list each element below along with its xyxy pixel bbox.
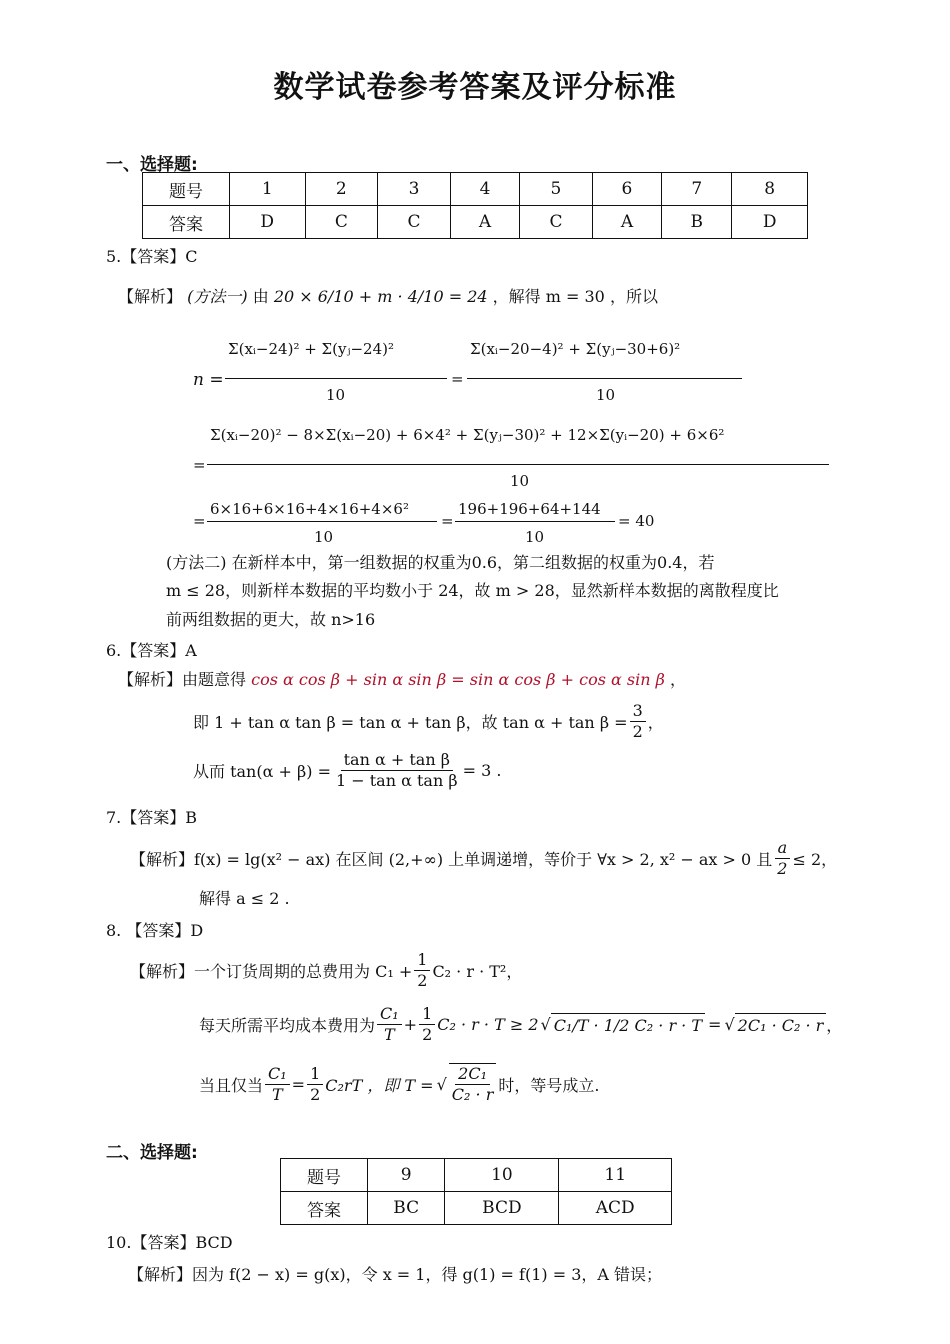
table-row: [143, 206, 808, 239]
sqrt-content: 2C₁ · C₂ · r: [735, 1013, 827, 1035]
numerator: 2C₁: [455, 1064, 490, 1085]
fraction: [449, 1063, 497, 1105]
n-line1-left-denominator: 10: [326, 386, 346, 404]
q8-line2-ineq: C₂ · r · T ≥ 2: [437, 1014, 539, 1034]
fraction: [414, 950, 430, 991]
method1-text-b: ，解得 m = 30 ，所以: [492, 287, 658, 306]
q7-line2: 解得 a ≤ 2 .: [199, 889, 290, 908]
q8-line3-tail: 时，等号成立.: [498, 1075, 600, 1095]
fraction: [333, 750, 461, 791]
question-number: 8: [732, 173, 808, 206]
n-line3-numerator-b: 196+196+64+144: [458, 500, 601, 518]
answer-cell: C: [520, 206, 593, 239]
method2-line3: 前两组数据的更大，故 n>16: [166, 610, 376, 629]
answer-cell: B: [662, 206, 732, 239]
answer-cell: A: [592, 206, 661, 239]
fraction: [377, 1004, 402, 1045]
question-number: 2: [305, 173, 378, 206]
q6-line1-eq-left: cos α cos β + sin α sin β: [251, 670, 447, 689]
n-line2-numerator: Σ(xᵢ−20)² − 8×Σ(xᵢ−20) + 6×4² + Σ(yⱼ−30)² + 12×Σ(yᵢ−20) + 6×6²: [210, 426, 725, 444]
numerator: 1: [419, 1004, 435, 1025]
fraction: [265, 1064, 290, 1105]
q6-line1-text: 【解析】由题意得: [118, 670, 247, 689]
question-number: 4: [450, 173, 519, 206]
q6-line3: [193, 748, 501, 792]
section2-heading: 二、选择题:: [106, 1143, 198, 1163]
question-number: 3: [378, 173, 451, 206]
q8-line3: [199, 1058, 599, 1110]
equals-sign: =: [441, 512, 454, 530]
denominator: 1 − tan α tan β: [335, 770, 458, 790]
q6-answer: 6.【答案】A: [106, 641, 197, 660]
answer-cell: BCD: [445, 1192, 559, 1225]
q10-answer: 10.【答案】BCD: [106, 1233, 233, 1252]
table-header-cell: 题号: [281, 1159, 368, 1192]
table-header-cell: 答案: [143, 206, 230, 239]
denominator: 2: [422, 1024, 433, 1044]
numerator: C₁: [265, 1064, 290, 1085]
q8-line3-text: 当且仅当: [199, 1075, 264, 1095]
table-header-cell: 答案: [281, 1192, 368, 1225]
question-number: 1: [230, 173, 306, 206]
numerator: 1: [414, 950, 430, 971]
denominator: 2: [417, 970, 428, 990]
answer-table-1: [142, 172, 808, 239]
table-row: [143, 173, 808, 206]
numerator: 1: [307, 1064, 323, 1085]
denominator: 2: [777, 858, 788, 878]
equals-sign: =: [291, 1074, 306, 1094]
q8-line1: [130, 948, 522, 992]
result: = 3 .: [462, 760, 502, 780]
q8-line3-mid: C₂rT ，即 T =: [325, 1075, 434, 1095]
q6-line3-text: 从而 tan(α + β) =: [193, 761, 331, 781]
fraction-bar: [207, 464, 829, 465]
q8-line2: [199, 1000, 842, 1048]
answer-cell: C: [378, 206, 451, 239]
equals-sign: =: [708, 1014, 722, 1034]
q6-line2: [193, 699, 664, 743]
fraction: [630, 701, 646, 742]
q8-line1-text: 【解析】一个订货周期的总费用为 C₁ +: [130, 961, 413, 981]
method1-equation: 20 × 6/10 + m · 4/10 = 24: [273, 287, 488, 306]
n-line1-right-numerator: Σ(xᵢ−20−4)² + Σ(yⱼ−30+6)²: [470, 340, 681, 358]
fraction-bar: [207, 521, 437, 522]
q7-line1-tail: ≤ 2，: [792, 849, 838, 869]
denominator: T: [384, 1024, 395, 1044]
equals-sign: =: [193, 456, 206, 474]
answer-table-2: [280, 1158, 672, 1225]
answer-cell: A: [450, 206, 519, 239]
sqrt-content: C₁/T · 1/2 C₂ · r · T: [551, 1013, 705, 1035]
fraction: [419, 1004, 435, 1045]
q7-line1-text: 【解析】f(x) = lg(x² − ax) 在区间 (2,+∞) 上单调递增，等价于 ∀x > 2, x² − ax > 0 且: [130, 849, 773, 869]
q10-line1: 【解析】因为 f(2 − x) = g(x)，令 x = 1，得 g(1) = f(1) = 3，A 错误；: [128, 1265, 663, 1284]
question-number: 10: [445, 1159, 559, 1192]
table-row: [281, 1159, 672, 1192]
fraction: [774, 838, 790, 879]
q8-line1-tail: C₂ · r · T²，: [432, 961, 523, 981]
n-line1-right-denominator: 10: [596, 386, 616, 404]
comma: ，: [826, 1015, 843, 1035]
q8-answer: 8. 【答案】D: [106, 921, 204, 940]
q5-method1-line: [118, 284, 658, 307]
question-number: 6: [592, 173, 661, 206]
fraction-bar: [455, 521, 615, 522]
fraction: [307, 1064, 323, 1105]
n-result: = 40: [618, 512, 655, 530]
analysis-label: 【解析】: [118, 287, 183, 306]
fraction-bar: [467, 378, 742, 379]
n-line3-denominator-b: 10: [525, 528, 545, 546]
denominator: C₂ · r: [451, 1085, 494, 1104]
answer-cell: D: [732, 206, 808, 239]
q7-line1: [130, 836, 837, 880]
equals-sign: =: [193, 512, 206, 530]
sqrt-sign: √: [540, 1014, 551, 1034]
plus-sign: +: [403, 1014, 418, 1034]
q6-line1: [118, 667, 686, 690]
n-line3-numerator-a: 6×16+6×16+4×16+4×6²: [210, 500, 409, 518]
denominator: 2: [632, 721, 643, 741]
page-title: 数学试卷参考答案及评分标准: [273, 70, 677, 105]
n-line1-left-numerator: Σ(xᵢ−24)² + Σ(yⱼ−24)²: [228, 340, 394, 358]
method1-text-a: 由: [252, 287, 269, 306]
equals-sign: =: [451, 370, 464, 388]
answer-cell: C: [305, 206, 378, 239]
question-number: 7: [662, 173, 732, 206]
q8-line2-text: 每天所需平均成本费用为: [199, 1015, 376, 1035]
numerator: a: [775, 838, 791, 859]
numerator: tan α + tan β: [341, 750, 453, 771]
n-line3-denominator-a: 10: [314, 528, 334, 546]
sqrt-sign: √: [724, 1014, 735, 1034]
question-number: 5: [520, 173, 593, 206]
question-number: 11: [559, 1159, 672, 1192]
question-number: 9: [368, 1159, 445, 1192]
table-row: [281, 1192, 672, 1225]
q6-line2-text: 即 1 + tan α tan β = tan α + tan β，故 tan α + tan β =: [193, 712, 628, 732]
answer-cell: BC: [368, 1192, 445, 1225]
fraction-bar: [225, 378, 447, 379]
numerator: 3: [630, 701, 646, 722]
q5-answer: 5.【答案】C: [106, 247, 198, 266]
denominator: T: [272, 1084, 283, 1104]
method2-line2: m ≤ 28，则新样本数据的平均数小于 24，故 m > 28，显然新样本数据的离散程度比: [166, 581, 779, 600]
comma: ，: [669, 670, 686, 689]
denominator: 2: [310, 1084, 321, 1104]
answer-cell: ACD: [559, 1192, 672, 1225]
n-variable: n =: [193, 370, 224, 390]
numerator: C₁: [377, 1004, 402, 1025]
method1-label: (方法一): [187, 287, 248, 306]
answer-cell: D: [230, 206, 306, 239]
comma: ，: [647, 712, 664, 732]
sqrt-sign: √: [436, 1074, 447, 1094]
table-header-cell: 题号: [143, 173, 230, 206]
n-line2-denominator: 10: [510, 472, 530, 490]
section1-heading: 一、选择题:: [106, 155, 198, 175]
q6-line1-eq-right: = sin α cos β + cos α sin β: [451, 670, 665, 689]
q7-answer: 7.【答案】B: [106, 808, 198, 827]
method2-line1: (方法二) 在新样本中，第一组数据的权重为0.6，第二组数据的权重为0.4，若: [166, 553, 715, 572]
